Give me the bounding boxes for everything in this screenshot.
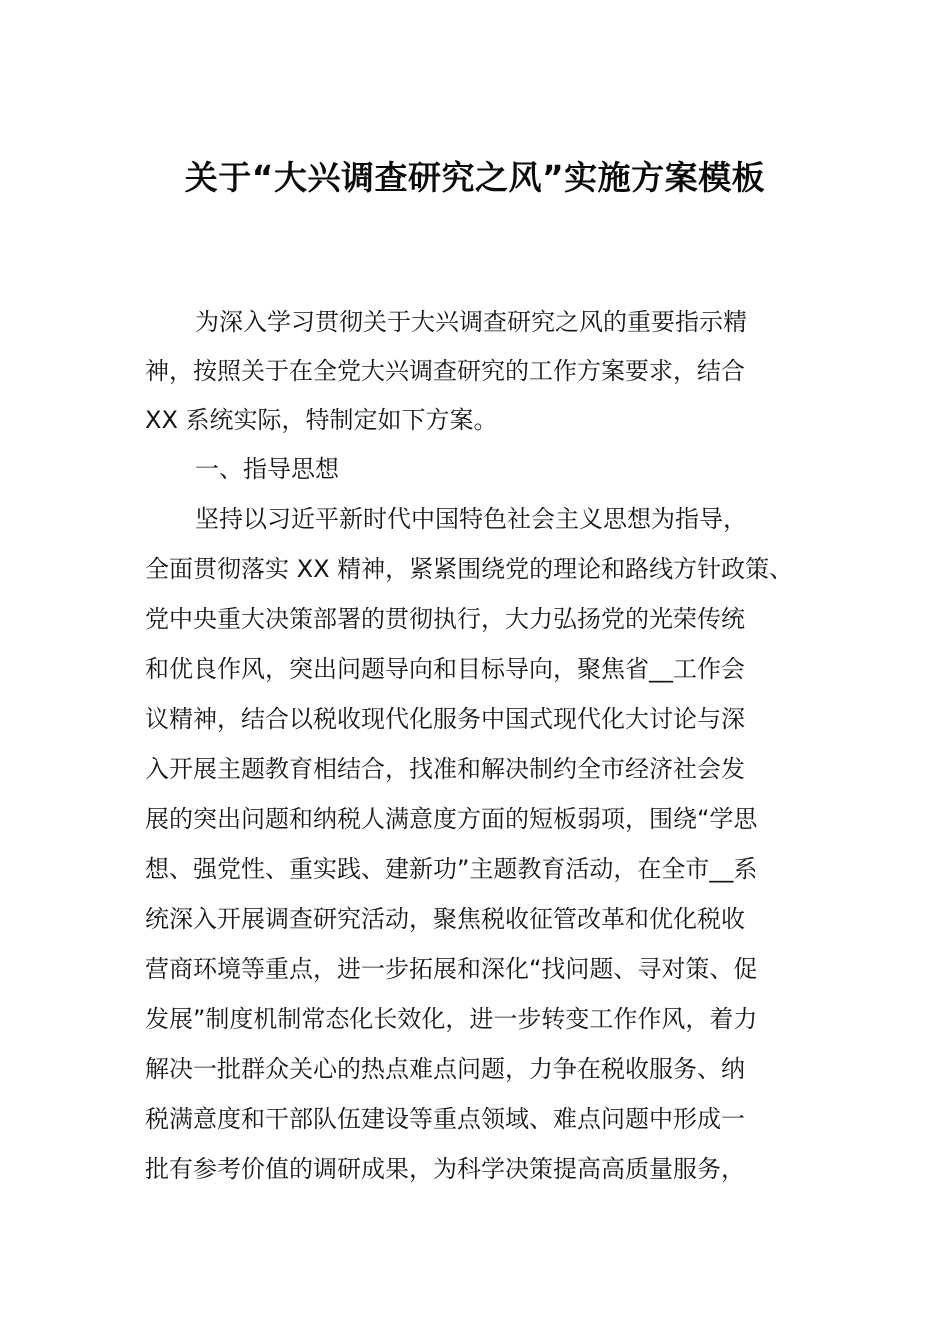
paragraph-2-line-3: 党中央重大决策部署的贯彻执行，大力弘扬党的光荣传统 [145,605,745,633]
paragraph-2-line-10: 营商环境等重点，进一步拓展和深化“找问题、寻对策、促 [145,955,758,983]
paragraph-1-line-3: XX 系统实际，特制定如下方案。 [145,406,498,434]
paragraph-2-line-14: 批有参考价值的调研成果，为科学决策提高高质量服务， [145,1155,745,1183]
paragraph-2-line-6: 入开展主题教育相结合，找准和解决制约全市经济社会发 [145,755,745,783]
paragraph-2-line-13: 税满意度和干部队伍建设等重点领域、难点问题中形成一 [145,1105,745,1133]
paragraph-2-line-8: 想、强党性、重实践、建新功”主题教育活动，在全市__系 [145,855,758,883]
paragraph-1-line-1: 为深入学习贯彻关于大兴调查研究之风的重要指示精 [195,308,747,336]
paragraph-2-line-2: 全面贯彻落实 XX 精神，紧紧围绕党的理论和路线方针政策、 [145,555,794,583]
paragraph-1-line-2: 神，按照关于在全党大兴调查研究的工作方案要求，结合 [145,357,745,385]
section-heading-guiding-thought: 一、指导思想 [195,455,339,483]
paragraph-2-line-11: 发展”制度机制常态化长效化，进一步转变工作作风，着力 [145,1005,758,1033]
paragraph-2-line-12: 解决一批群众关心的热点难点问题，力争在税收服务、纳 [145,1055,745,1083]
paragraph-2-line-9: 统深入开展调查研究活动，聚焦税收征管改革和优化税收 [145,905,745,933]
paragraph-2-line-7: 展的突出问题和纳税人满意度方面的短板弱项，围绕“学思 [145,805,758,833]
paragraph-2-line-5: 议精神，结合以税收现代化服务中国式现代化大讨论与深 [145,705,745,733]
paragraph-2-line-4: 和优良作风，突出问题导向和目标导向，聚焦省__工作会 [145,655,745,683]
document-title: 关于“大兴调查研究之风”实施方案模板 [184,158,766,197]
paragraph-2-line-1: 坚持以习近平新时代中国特色社会主义思想为指导， [195,505,747,533]
